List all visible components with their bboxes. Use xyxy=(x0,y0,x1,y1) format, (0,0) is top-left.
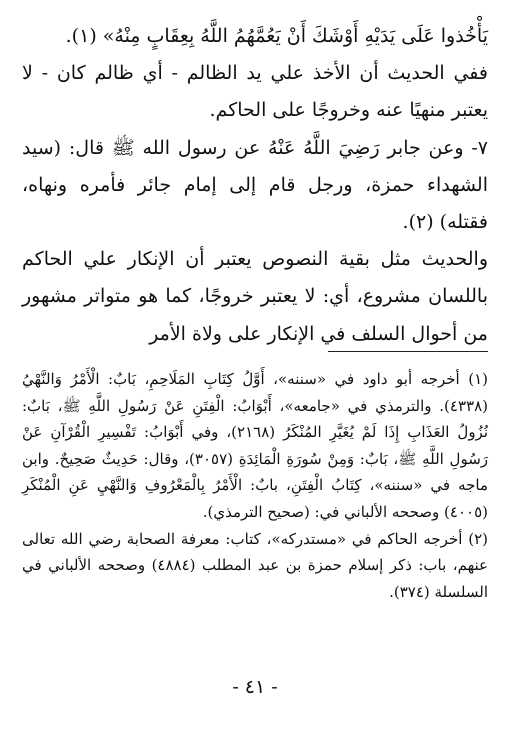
footnote-1: (١) أخرجه أبو داود في «سننه»، أَوَّلُ كِتَابِ المَلَاحِمِ، بَابٌ: الْأَمْرُ وَالنَّهْيُ (٤٣٣٨). والترمذي في «جامعه»، أَبْوَابُ: الْفِتَنِ عَنْ رَسُولِ اللَّهِ ﷺ، بَابٌ: نُزُولُ العَذَابِ إِذَا لَمْ يُغَيَّرِ المُنْكَرُ (٢١٦٨)، وفي أَبْوَابُ: تَفْسِيرِ الْقُرْآنِ عَنْ رَسُولِ اللَّهِ ﷺ، بَابٌ: وَمِنْ سُورَةِ الْمَائِدَةِ (٣٠٥٧)، وقال: حَدِيثٌ صَحِيحٌ. وابن ماجه في «سننه»، كِتَابُ الْفِتَنِ، بابٌ: الْأَمْرُ بِالْمَعْرُوفِ وَالنَّهْيِ عَنِ الْمُنْكَرِ (٤٠٠٥) وصححه الألباني في: (صحيح الترمذي). xyxy=(22,370,489,521)
footnote-2: (٢) أخرجه الحاكم في «مستدركه»، كتاب: معرفة الصحابة رضي الله تعالى عنهم، باب: ذكر إسلام حمزة بن عبد المطلب (٤٨٨٤) وصححه الألباني في السلسلة (٣٧٤). xyxy=(22,529,488,601)
footnote-separator xyxy=(328,351,488,352)
hadith-ending: يَأْخُذوا عَلَى يَدَيْهِ أَوْشَكَ أَنْ يَعُمَّهُمُ اللَّهُ بِعِقَابٍ مِنْهُ» (١). xyxy=(65,25,488,47)
footnotes-section xyxy=(22,366,488,605)
commentary-paragraph-2: والحديث مثل بقية النصوص يعتبر أن الإنكار علي الحاكم باللسان مشروع، أي: لا يعتبر خروجًا، كما هو متواتر مشهور من أحوال السلف في الإنكار على ولاة الأمر xyxy=(22,248,488,345)
main-text-body xyxy=(22,18,488,353)
commentary-paragraph-1: ففي الحديث أن الأخذ علي يد الظالم - أي ظالم كان - لا يعتبر منهيًا عنه وخروجًا على الحاكم. xyxy=(22,62,488,122)
page-number: - ٤١ - xyxy=(232,676,278,698)
hadith-7-paragraph: ٧- وعن جابر رَضِيَ اللَّهُ عَنْهُ عن رسول الله ﷺ قال: (سيد الشهداء حمزة، ورجل قام إلى إمام جائر فأمره ونهاه، فقتله) (٢). xyxy=(22,136,488,234)
